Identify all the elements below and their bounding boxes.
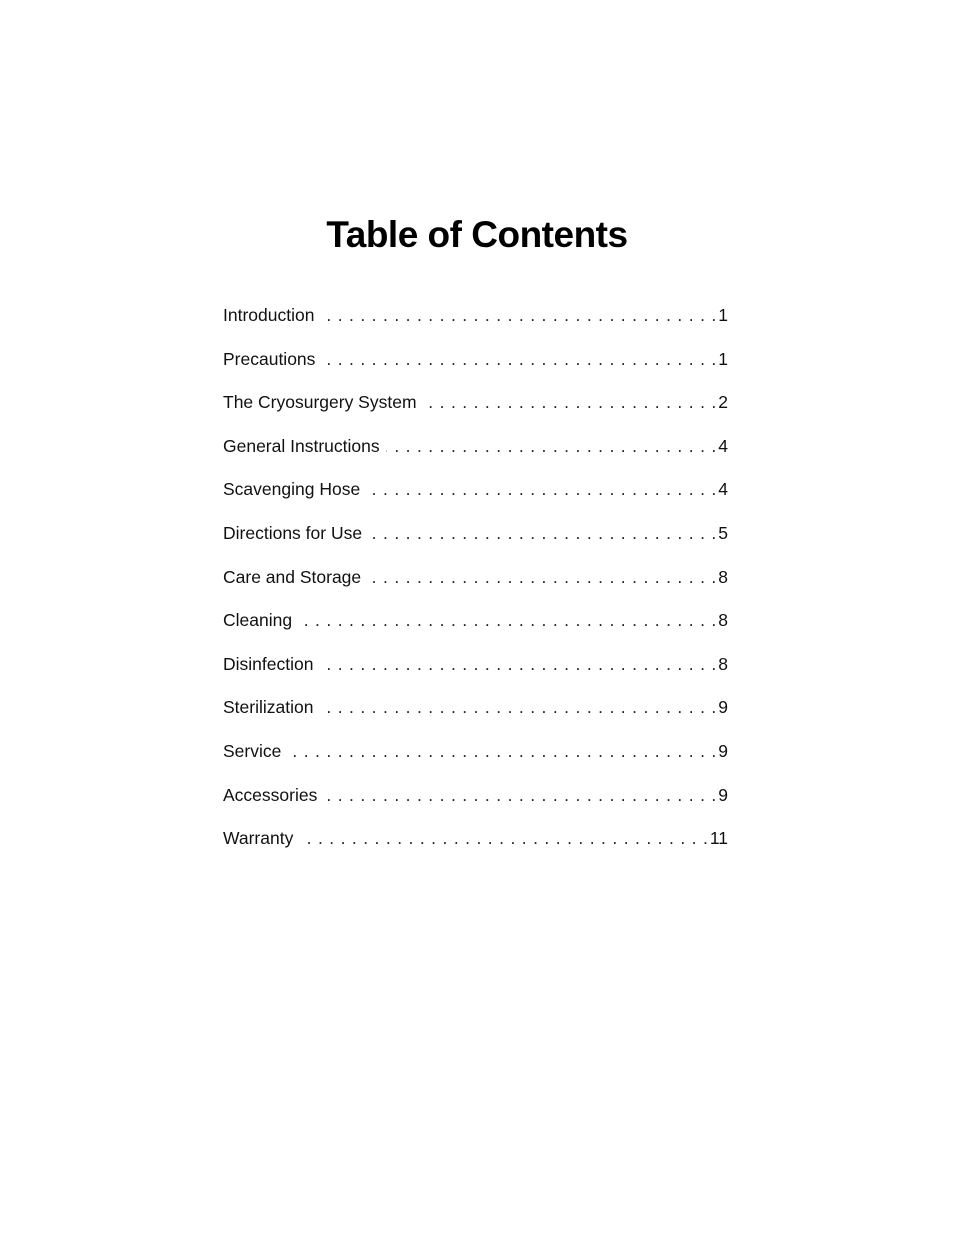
toc-entry-label: Accessories: [223, 784, 318, 805]
toc-entry-label: Introduction: [223, 305, 315, 325]
dot-leader: [287, 738, 716, 764]
dot-leader: [367, 564, 716, 590]
toc-entry-label: Care and Storage: [223, 566, 362, 587]
toc-entry-label: Scavenging Hose: [223, 479, 361, 500]
toc-entry-label: Service: [223, 740, 282, 761]
toc-entry-page-number: 9: [718, 740, 728, 761]
dot-leader: [321, 346, 716, 372]
table-of-contents: [223, 302, 728, 869]
toc-entry-introduction[interactable]: [223, 302, 728, 346]
toc-entry-directions-for-use[interactable]: [223, 520, 728, 564]
dot-leader: [423, 389, 717, 415]
toc-entry-scavenging-hose[interactable]: [223, 476, 728, 520]
dot-leader: [299, 825, 707, 851]
toc-entry-label: Sterilization: [223, 697, 314, 718]
toc-entry-service[interactable]: [223, 738, 728, 782]
toc-entry-page-number: 9: [718, 697, 728, 718]
toc-entry-page-number: 8: [718, 566, 728, 587]
toc-entry-label: The Cryosurgery System: [223, 392, 417, 413]
toc-entry-warranty[interactable]: [223, 825, 728, 869]
toc-entry-precautions[interactable]: [223, 346, 728, 390]
toc-entry-page-number: 2: [718, 392, 728, 413]
toc-entry-label: Precautions: [223, 348, 316, 369]
toc-entry-care-and-storage[interactable]: [223, 564, 728, 608]
dot-leader: [368, 520, 716, 546]
toc-entry-page-number: 11: [709, 828, 728, 849]
toc-entry-label: Disinfection: [223, 653, 314, 674]
toc-entry-disinfection[interactable]: [223, 651, 728, 695]
toc-entry-label: General Instructions: [223, 435, 380, 456]
dot-leader: [319, 694, 716, 720]
page-title: Table of Contents: [326, 214, 628, 255]
toc-entry-cleaning[interactable]: [223, 607, 728, 651]
toc-entry-sterilization[interactable]: [223, 694, 728, 738]
dot-leader: [386, 433, 717, 459]
toc-entry-cryosurgery-system[interactable]: [223, 389, 728, 433]
toc-entry-label: Warranty: [223, 828, 294, 849]
toc-entry-page-number: 8: [718, 610, 728, 631]
dot-leader: [298, 607, 716, 633]
toc-entry-general-instructions[interactable]: [223, 433, 728, 477]
dot-leader: [320, 302, 716, 328]
dot-leader: [323, 782, 716, 808]
toc-entry-label: Directions for Use: [223, 522, 363, 543]
toc-entry-accessories[interactable]: [223, 782, 728, 826]
toc-entry-page-number: 4: [718, 479, 728, 500]
dot-leader: [319, 651, 716, 677]
toc-entry-page-number: 1: [718, 305, 728, 325]
dot-leader: [366, 476, 716, 502]
toc-entry-label: Cleaning: [223, 610, 293, 631]
toc-entry-page-number: 9: [718, 784, 728, 805]
toc-entry-page-number: 5: [718, 522, 728, 543]
toc-entry-page-number: 8: [718, 653, 728, 674]
toc-entry-page-number: 4: [718, 435, 728, 456]
toc-entry-page-number: 1: [718, 348, 728, 369]
